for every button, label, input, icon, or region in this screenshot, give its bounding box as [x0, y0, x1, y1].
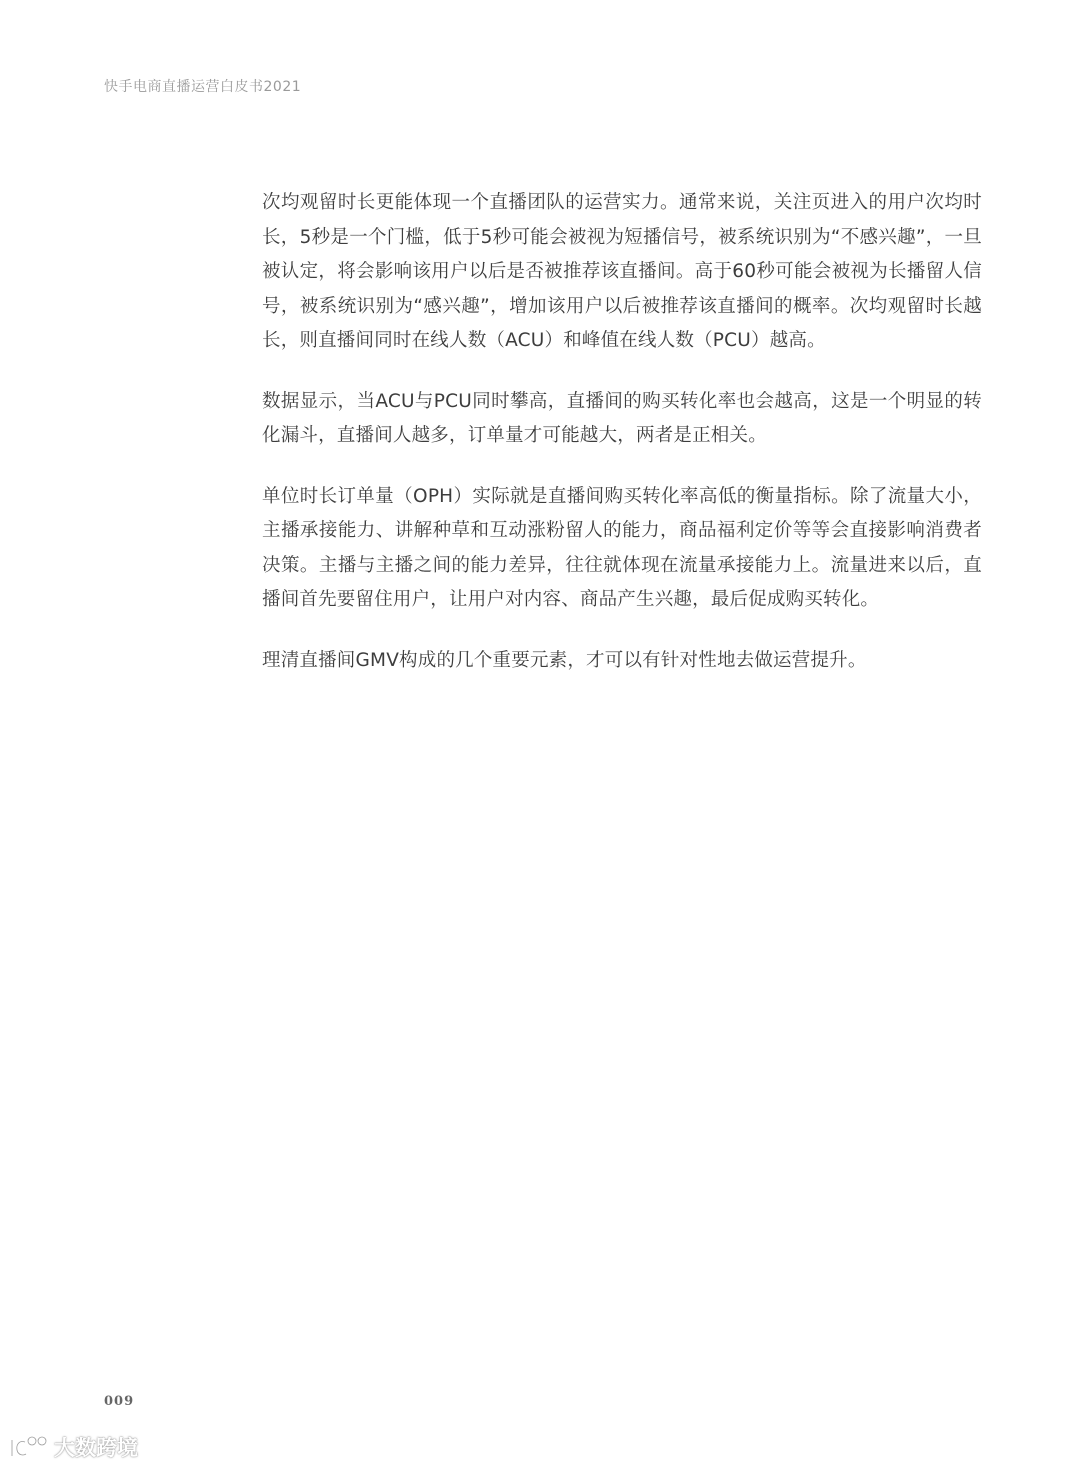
body-text	[262, 186, 982, 704]
100-logo-icon	[8, 1434, 48, 1460]
watermark-text: 大数跨境	[54, 1436, 138, 1460]
paragraph-session-duration: 次均观留时长更能体现一个直播团队的运营实力。通常来说，关注页进入的用户次均时长，5秒是一个门槛，低于5秒可能会被视为短播信号，被系统识别为“不感兴趣”，一旦被认定，将会影响该用户以后是否被推荐该直播间。高于60秒可能会被视为长播留人信号，被系统识别为“感兴趣”，增加该用户以后被推荐该直播间的概率。次均观留时长越长，则直播间同时在线人数（ACU）和峰值在线人数（PCU）越高。	[262, 192, 983, 351]
watermark	[8, 1432, 138, 1462]
paragraph-oph: 单位时长订单量（OPH）实际就是直播间购买转化率高低的衡量指标。除了流量大小，主播承接能力、讲解种草和互动涨粉留人的能力，商品福利定价等等会直接影响消费者决策。主播与主播之间的能力差异，往往就体现在流量承接能力上。流量进来以后，直播间首先要留住用户，让用户对内容、商品产生兴趣，最后促成购买转化。	[262, 485, 982, 610]
running-header-title: 快手电商直播运营白皮书2021	[104, 79, 302, 95]
paragraph-acu-pcu: 数据显示，当ACU与PCU同时攀高，直播间的购买转化率也会越高，这是一个明显的转化漏斗，直播间人越多，订单量才可能越大，两者是正相关。	[262, 390, 982, 446]
page-number: 009	[104, 1394, 135, 1409]
paragraph-gmv: 理清直播间GMV构成的几个重要元素，才可以有针对性地去做运营提升。	[262, 649, 867, 671]
